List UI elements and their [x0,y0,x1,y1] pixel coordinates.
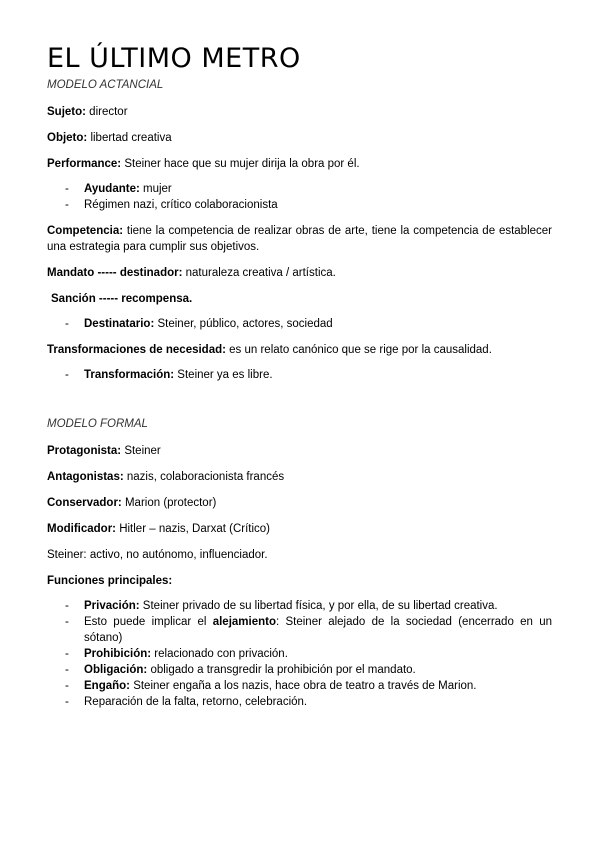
list-item [47,662,552,678]
objeto-value: libertad creativa [87,132,172,144]
destinatario-label: Destinatario: [84,318,155,330]
section-subtitle-formal: MODELO FORMAL [47,418,148,430]
obligacion-label: Obligación: [84,664,148,676]
alejamiento-label: alejamiento [212,616,276,628]
engano-label: Engaño: [84,680,130,692]
objeto-label: Objeto: [47,132,88,144]
list-item [47,678,552,694]
sujeto-line [47,104,552,120]
mandato-value: naturaleza creativa / artística. [182,267,336,279]
sancion-list [47,316,552,332]
document-page [47,40,552,720]
regimen-text: Régimen nazi, crítico colaboracionista [84,199,278,211]
protagonista-value: Steiner [121,445,161,457]
alejamiento-pre: Esto puede implicar el [84,616,213,628]
competencia-value: tiene la competencia de realizar obras de arte, tiene la competencia de establecer una estrategia para cumplir sus objetivos. [47,225,552,253]
prohibicion-value: relacionado con privación. [151,648,288,660]
transformaciones-value: es un relato canónico que se rige por la causalidad. [225,344,492,356]
performance-line [47,156,552,172]
funciones-label: Funciones principales: [47,575,173,587]
performance-list [47,181,552,213]
sancion-label: Sanción ----- recompensa. [51,293,193,305]
conservador-label: Conservador: [47,497,122,509]
mandato-line [47,265,552,281]
mandato-label: Mandato ----- destinador: [47,267,183,279]
sujeto-value: director [85,106,128,118]
antagonistas-label: Antagonistas: [47,471,124,483]
privacion-value: Steiner privado de su libertad física, y por ella, de su libertad creativa. [139,600,498,612]
destinatario-value: Steiner, público, actores, sociedad [154,318,333,330]
list-item [47,181,552,197]
list-item [47,646,552,662]
document-title: EL ÚLTIMO METRO [47,43,301,74]
antagonistas-value: nazis, colaboracionista francés [123,471,285,483]
list-item [47,598,552,614]
transformaciones-list [47,367,552,383]
list-item [47,694,552,710]
modificador-value: Hitler – nazis, Darxat (Crítico) [116,523,271,535]
protagonista-line [47,443,552,459]
list-item [47,197,552,213]
list-item [47,614,552,646]
protagonista-label: Protagonista: [47,445,122,457]
transformaciones-line [47,342,552,358]
conservador-line [47,495,552,511]
funciones-list [47,598,552,710]
transformacion-label: Transformación: [84,369,175,381]
list-item [47,367,552,383]
competencia-label: Competencia: [47,225,124,237]
ayudante-label: Ayudante: [84,183,140,195]
performance-value: Steiner hace que su mujer dirija la obra por él. [121,158,360,170]
engano-value: Steiner engaña a los nazis, hace obra de teatro a través de Marion. [130,680,477,692]
transformacion-value: Steiner ya es libre. [174,369,273,381]
alejamiento-post: : Steiner alejado de la sociedad (encerrado en un sótano) [84,616,552,644]
reparacion-text: Reparación de la falta, retorno, celebración. [84,696,308,708]
transformaciones-label: Transformaciones de necesidad: [47,344,226,356]
sujeto-label: Sujeto: [47,106,86,118]
antagonistas-line [47,469,552,485]
section-subtitle-actancial: MODELO ACTANCIAL [47,79,164,91]
ayudante-value: mujer [139,183,172,195]
privacion-label: Privación: [84,600,140,612]
obligacion-value: obligado a transgredir la prohibición por el mandato. [147,664,416,676]
competencia-line [47,223,552,255]
funciones-heading [47,573,552,589]
modificador-label: Modificador: [47,523,116,535]
performance-label: Performance: [47,158,122,170]
sancion-line [47,291,552,307]
conservador-value: Marion (protector) [121,497,217,509]
objeto-line [47,130,552,146]
modificador-line [47,521,552,537]
prohibicion-label: Prohibición: [84,648,152,660]
steiner-line: Steiner: activo, no autónomo, influenciador. [47,549,268,561]
section-gap [47,393,552,417]
list-item [47,316,552,332]
